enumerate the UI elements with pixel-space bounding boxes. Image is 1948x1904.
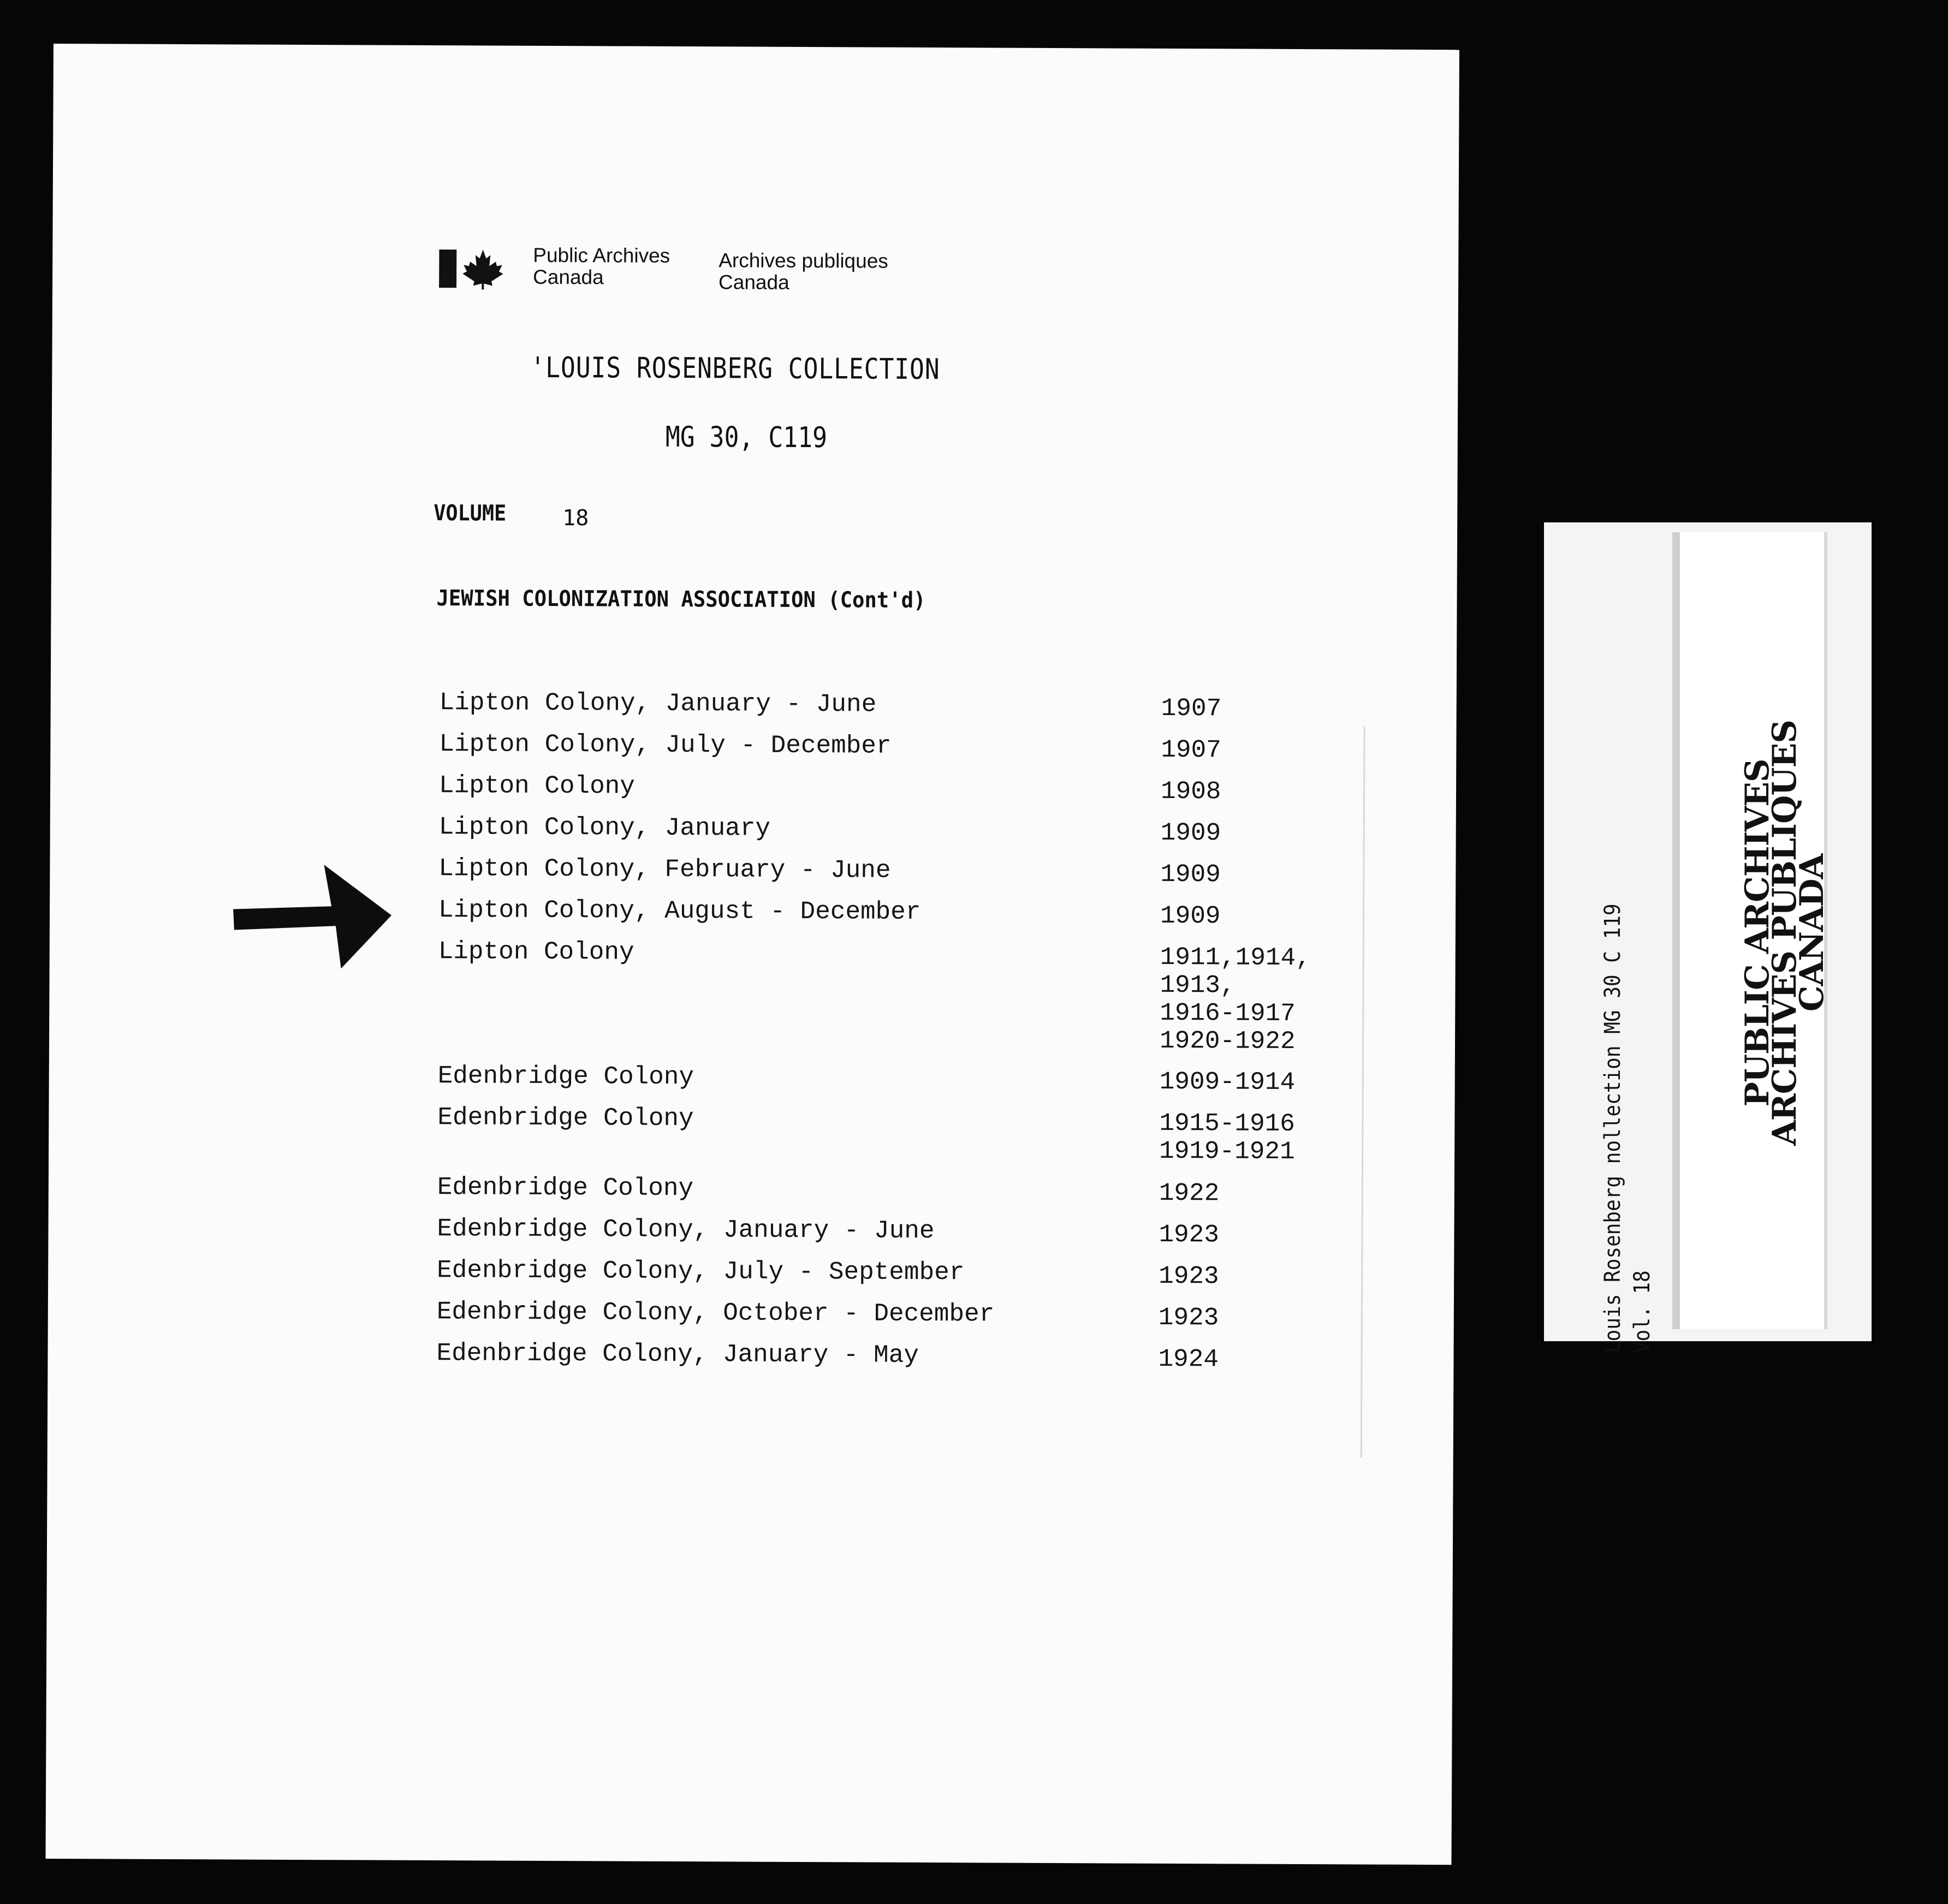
entry-years [1161,736,1221,764]
list-item [51,728,1457,765]
entry-years [1161,778,1221,806]
entry-years [1159,1263,1219,1290]
letterhead-english-country: Canada [533,265,604,289]
entry-year: 1907 [1161,735,1221,765]
list-item [49,1171,1454,1208]
entry-years [1160,861,1221,889]
entry-year: 1923 [1158,1303,1219,1332]
entry-year: 1909 [1160,818,1221,848]
entry-list [45,44,1459,1865]
entry-title: Lipton Colony, January [438,813,771,843]
entry-title: Edenbridge Colony [437,1103,694,1133]
entry-years [1160,902,1221,930]
volume-number: 18 [562,505,589,531]
entry-years [1161,695,1222,723]
entry-year: 1908 [1160,777,1221,806]
entry-year: 1923 [1159,1262,1219,1291]
entry-title: Edenbridge Colony, January - June [437,1215,935,1246]
list-item [49,1060,1455,1097]
entry-year: 1920-1922 [1159,1026,1296,1056]
list-item [50,770,1456,806]
entry-title: Edenbridge Colony [437,1062,694,1092]
entry-title: Edenbridge Colony [437,1173,694,1203]
list-item [48,1296,1454,1332]
entry-year: 1922 [1159,1179,1220,1208]
entry-title: Edenbridge Colony, January - May [436,1339,919,1370]
archives-stamp [1738,534,1853,1331]
list-item [49,1102,1455,1166]
entry-title: Edenbridge Colony, July - September [437,1256,965,1287]
entry-year: 1911,1914, [1160,943,1311,973]
entry-year: 1919-1921 [1159,1137,1295,1166]
spine-typed-line-1: Louis Rosenberg nollection MG 30 C 119 [1600,903,1625,1353]
letterhead-french-name: Archives publiques [718,249,888,272]
entry-years [1160,944,1311,1056]
spine-label-card [1544,522,1872,1353]
entry-title: Lipton Colony, January - June [439,688,877,719]
entry-title: Lipton Colony, August - December [438,896,921,926]
list-item [48,1337,1454,1374]
stamp-line-1: PUBLIC ARCHIVES [1738,759,1777,1107]
entry-year: 1913, [1160,971,1236,1000]
list-item [49,1213,1454,1249]
entry-year: 1923 [1159,1220,1220,1249]
entry-years [1161,819,1221,847]
volume-label: VOLUME [433,501,507,526]
entry-years [1159,1221,1219,1249]
entry-title: Lipton Colony [438,937,634,967]
collection-reference: MG 30, C119 [665,420,828,455]
entry-title: Lipton Colony, July - December [439,730,892,760]
document-page [45,44,1459,1865]
list-item [50,853,1456,889]
entry-years [1159,1110,1295,1166]
spine-typed-label [1598,545,1658,1353]
entry-year: 1915-1916 [1159,1109,1295,1138]
list-item [51,687,1457,723]
letterhead-english-name: Public Archives [533,243,670,267]
entry-years [1159,1304,1219,1332]
entry-title: Lipton Colony [438,771,636,801]
letterhead-french-country: Canada [718,271,789,294]
section-heading: JEWISH COLONIZATION ASSOCIATION (Cont'd) [436,586,926,613]
entry-year: 1909 [1160,901,1221,931]
entry-year: 1909-1914 [1159,1067,1296,1097]
stamp-line-2: ARCHIVES PUBLIQUES [1766,720,1804,1146]
stamp-line-3: CANADA [1793,854,1831,1012]
entry-year: 1909 [1160,860,1221,889]
entry-year: 1916-1917 [1160,998,1296,1028]
entry-years [1158,1346,1219,1373]
entry-title: Edenbridge Colony, October - December [436,1298,995,1329]
entry-years [1160,1068,1296,1097]
list-item [50,936,1456,1056]
list-item [50,894,1456,931]
spine-typed-line-2: Vol. 18 [1630,1270,1655,1353]
entry-title: Lipton Colony, February - June [438,854,891,885]
entry-year: 1924 [1158,1344,1219,1374]
collection-title: 'LOUIS ROSENBERG COLLECTION [530,351,940,386]
list-item [50,811,1456,848]
entry-year: 1907 [1161,694,1222,723]
entry-years [1159,1180,1220,1207]
list-item [48,1254,1454,1291]
